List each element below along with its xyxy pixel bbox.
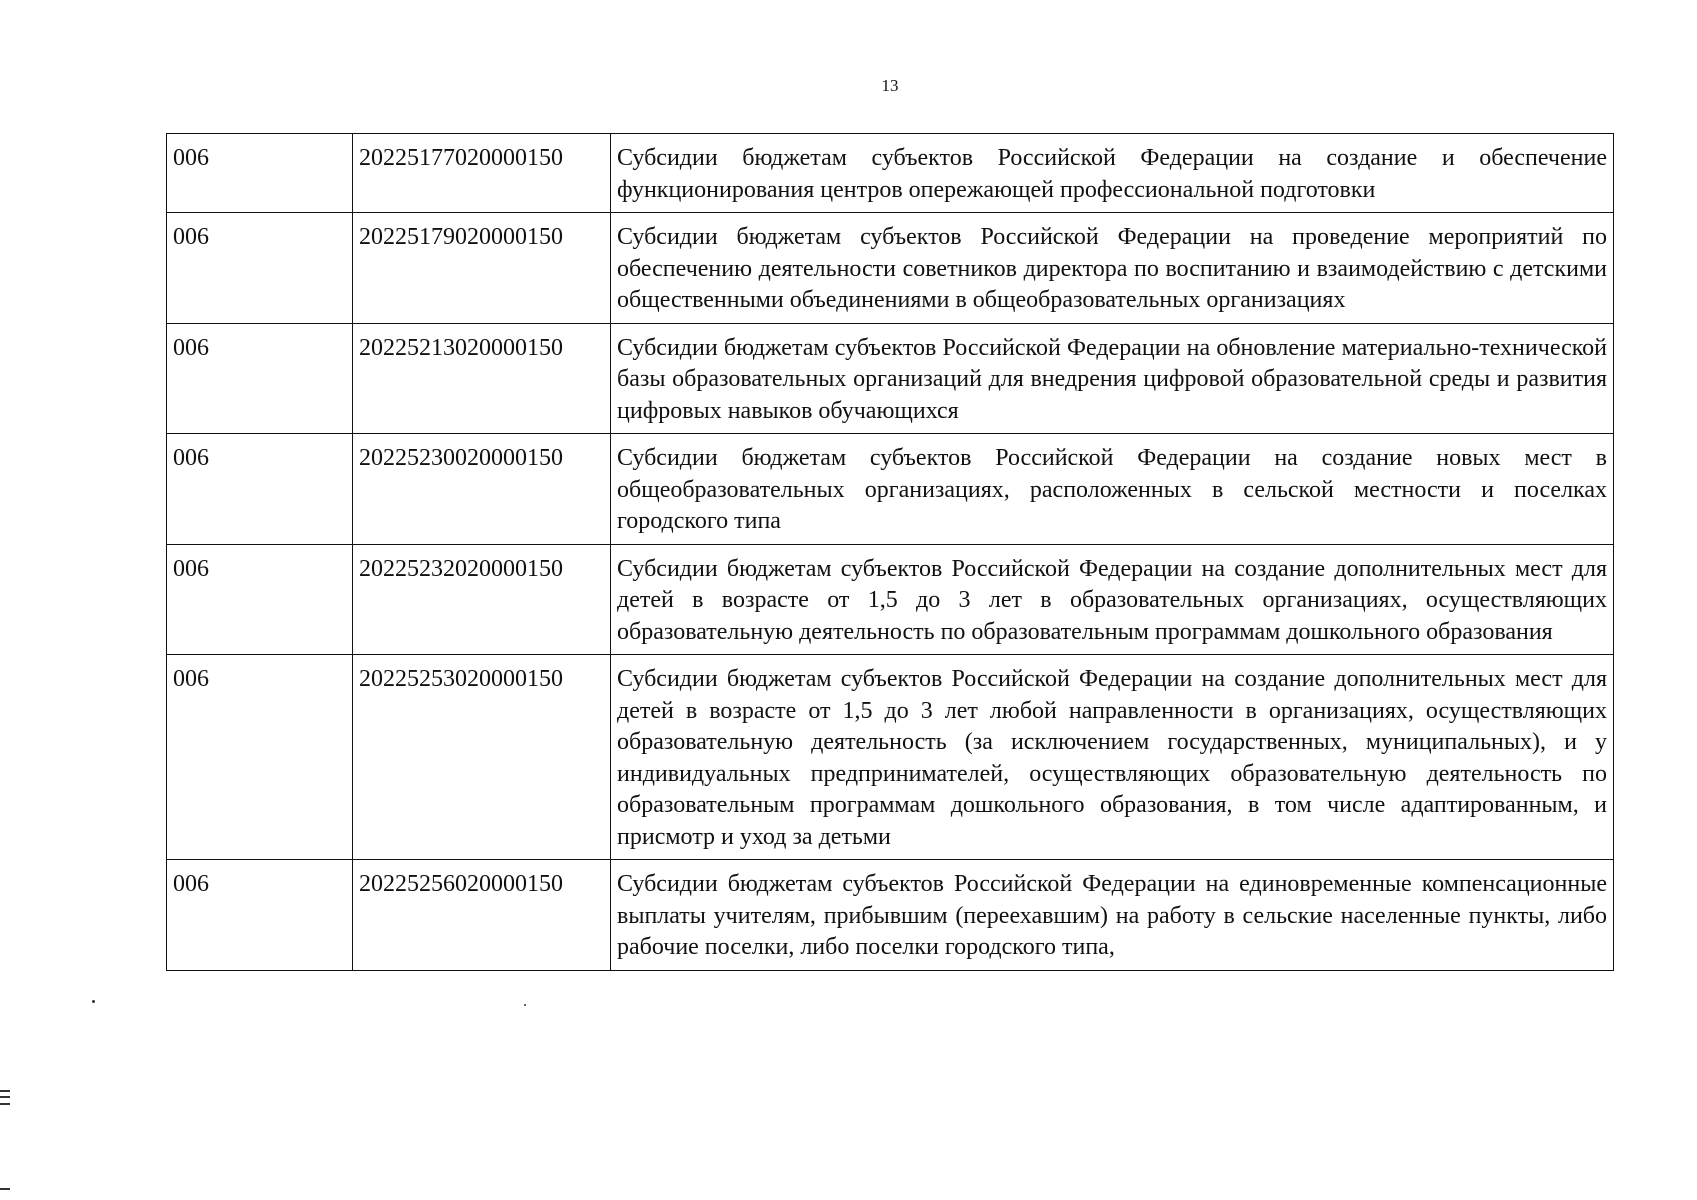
admin-code-cell: 006 (167, 213, 353, 324)
scan-artifact-line (0, 1090, 10, 1092)
scan-artifact-line (0, 1188, 10, 1190)
description-cell: Субсидии бюджетам субъектов Российской Федерации на проведение мероприятий по обеспечению деятельности советников директора по воспитанию и взаимодействию с детскими общественными объединениями в общеобразовательных организациях (611, 213, 1614, 324)
admin-code-cell: 006 (167, 860, 353, 971)
scan-artifact-dot (92, 1000, 95, 1003)
table-row (167, 544, 1614, 655)
table-row (167, 655, 1614, 860)
admin-code-cell: 006 (167, 544, 353, 655)
table-row (167, 860, 1614, 971)
table-row (167, 213, 1614, 324)
budget-code-cell: 20225179020000150 (353, 213, 611, 324)
admin-code-cell: 006 (167, 434, 353, 545)
description-cell: Субсидии бюджетам субъектов Российской Федерации на единовременные компенсационные выплаты учителям, прибывшим (переехавшим) на работу в сельские населенные пункты, либо рабочие поселки, либо поселки городского типа, (611, 860, 1614, 971)
budget-code-cell: 20225253020000150 (353, 655, 611, 860)
description-cell: Субсидии бюджетам субъектов Российской Федерации на обновление материально-технической базы образовательных организаций для внедрения цифровой образовательной среды и развития цифровых навыков обучающихся (611, 323, 1614, 434)
description-cell: Субсидии бюджетам субъектов Российской Федерации на создание новых мест в общеобразовательных организациях, расположенных в сельской местности и поселках городского типа (611, 434, 1614, 545)
table-row (167, 134, 1614, 213)
budget-code-cell: 20225232020000150 (353, 544, 611, 655)
description-cell: Субсидии бюджетам субъектов Российской Федерации на создание дополнительных мест для детей в возрасте от 1,5 до 3 лет любой направленности в организациях, осуществляющих образовательную деятельность (за исключением государственных, муниципальных), и у индивидуальных предпринимателей, осуществляющих образовательную деятельность по образовательным программам дошкольного образования, в том числе адаптированным, и присмотр и уход за детьми (611, 655, 1614, 860)
scan-artifact-line (0, 1103, 10, 1105)
description-cell: Субсидии бюджетам субъектов Российской Федерации на создание и обеспечение функционирования центров опережающей профессиональной подготовки (611, 134, 1614, 213)
budget-code-cell: 20225256020000150 (353, 860, 611, 971)
admin-code-cell: 006 (167, 655, 353, 860)
table-row (167, 434, 1614, 545)
budget-code-cell: 20225213020000150 (353, 323, 611, 434)
budget-classification-table (166, 133, 1614, 971)
scan-artifact-line (0, 1096, 10, 1098)
budget-code-cell: 20225230020000150 (353, 434, 611, 545)
admin-code-cell: 006 (167, 323, 353, 434)
page-number: 13 (881, 76, 899, 95)
admin-code-cell: 006 (167, 134, 353, 213)
description-cell: Субсидии бюджетам субъектов Российской Федерации на создание дополнительных мест для детей в возрасте от 1,5 до 3 лет в образовательных организациях, осуществляющих образовательную деятельность по образовательным программам дошкольного образования (611, 544, 1614, 655)
table-row (167, 323, 1614, 434)
budget-code-cell: 20225177020000150 (353, 134, 611, 213)
scan-artifact-dot (524, 1004, 526, 1006)
